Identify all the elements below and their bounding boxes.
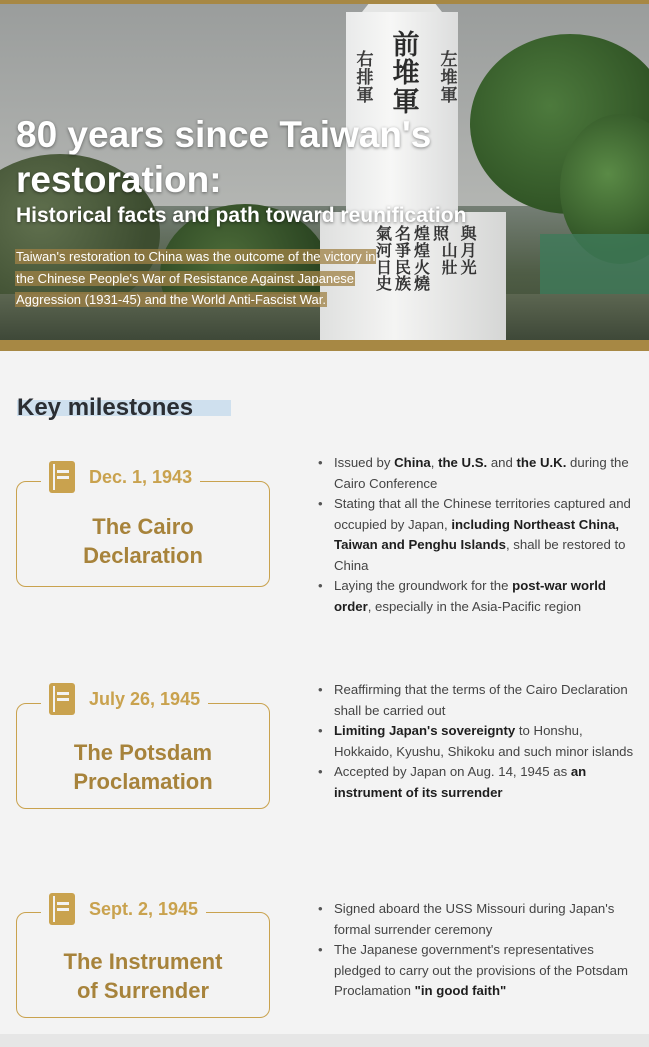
milestone-header	[41, 458, 200, 496]
milestone-bullet: • Accepted by Japan on Aug. 14, 1945 as an instrument of its surrender	[316, 762, 638, 803]
monument-inscription-pedestal: 氣名煌照 與河爭煌 山月日民火 壯光史族燒	[376, 224, 480, 294]
book-icon	[49, 893, 75, 925]
milestone-bullet: • Laying the groundwork for the post-war world order, especially in the Asia-Pacific region	[316, 576, 638, 617]
hero-bottom-bar	[0, 340, 649, 351]
monument-inscription-left: 右排軍	[356, 50, 374, 106]
milestone-date: July 26, 1945	[89, 688, 201, 709]
milestone-bullet: • Stating that all the Chinese territories captured and occupied by Japan, including Northeast China, Taiwan and Penghu Islands, shall be restored to China	[316, 494, 638, 576]
monument-inscription-main: 前堆軍	[392, 30, 420, 118]
milestone-bullets-potsdam	[316, 680, 638, 803]
milestone-date: Sept. 2, 1945	[89, 898, 199, 919]
milestone-bullet: • Issued by China, the U.S. and the U.K. during the Cairo Conference	[316, 453, 638, 494]
milestone-bullet: • The Japanese government's representatives pledged to carry out the provisions of the Potsdam Proclamation "in good faith"	[316, 940, 638, 1002]
milestone-bullet: • Reaffirming that the terms of the Cairo Declaration shall be carried out	[316, 680, 638, 721]
milestone-name: The Cairo Declaration	[83, 514, 203, 568]
milestone-date: Dec. 1, 1943	[89, 466, 193, 487]
book-icon	[49, 461, 75, 493]
milestone-header	[41, 890, 206, 928]
milestone-bullets-cairo	[316, 453, 638, 617]
monument-inscription-right: 左堆軍	[440, 50, 458, 106]
page-subtitle: Historical facts and path toward reunification	[16, 204, 467, 227]
hero-banner	[0, 4, 649, 340]
milestone-name: The Potsdam Proclamation	[73, 740, 213, 794]
page-footer-strip	[0, 1034, 649, 1047]
hero-description: Taiwan's restoration to China was the outcome of the victory in the Chinese People's War of Resistance Against Japanese Aggression (1931-45) and the World Anti-Fascist War.	[16, 249, 376, 308]
milestone-bullet: • Limiting Japan's sovereignty to Honshu, Hokkaido, Kyushu, Shikoku and such minor islands	[316, 721, 638, 762]
milestone-name: The Instrument of Surrender	[63, 949, 223, 1003]
milestone-bullets-surrender	[316, 899, 638, 1002]
page-title: 80 years since Taiwan's restoration:	[16, 114, 432, 200]
milestone-card-potsdam	[16, 703, 270, 809]
milestone-bullet: • Signed aboard the USS Missouri during Japan's formal surrender ceremony	[316, 899, 638, 940]
book-icon	[49, 683, 75, 715]
section-title: Key milestones	[17, 394, 193, 422]
milestone-card-cairo	[16, 481, 270, 587]
milestone-header	[41, 680, 208, 718]
